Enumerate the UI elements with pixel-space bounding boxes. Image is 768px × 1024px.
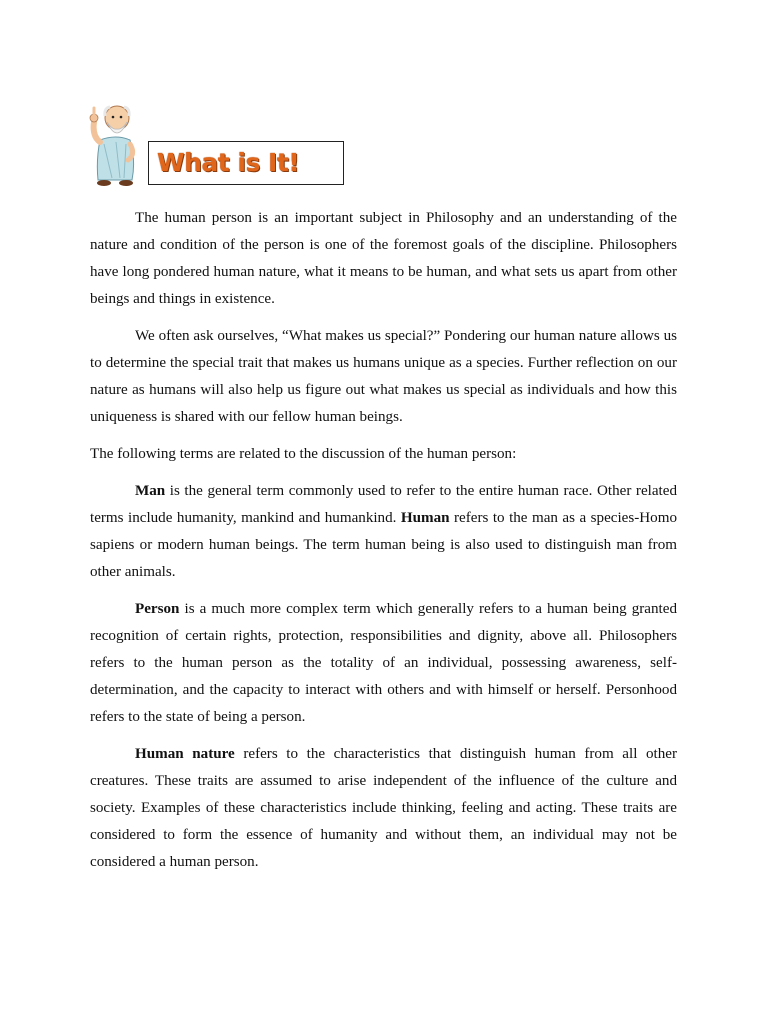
title-box bbox=[148, 141, 344, 185]
human-definition: refers to the man as a species-Homo sapiens or modern human beings. The term human being is also used to distinguish man from other animals. bbox=[90, 510, 677, 580]
term-human: Human bbox=[400, 510, 450, 526]
term-human-nature: Human nature bbox=[135, 746, 235, 762]
person-definition: is a much more complex term which generally refers to a human being granted recognition of certain rights, protection, responsibilities and dignity, above all. Philosophers refers to the human person as the totality of an individual, possessing awareness, self-determination, and the capacity to interact with others and with himself or herself. Personhood refers to the state of being a person. bbox=[90, 601, 677, 725]
paragraph-human-nature bbox=[90, 741, 677, 876]
paragraph-man bbox=[90, 478, 677, 586]
section-header bbox=[86, 100, 356, 190]
term-person: Person bbox=[135, 601, 180, 617]
paragraph-person bbox=[90, 596, 677, 731]
paragraph-intro: The human person is an important subject in Philosophy and an understanding of the nature and condition of the person is one of the foremost goals of the discipline. Philosophers have long pondered human nature, what it means to be human, and what sets us apart from other beings and things in existence. bbox=[90, 210, 677, 307]
philosopher-mascot-icon bbox=[86, 100, 148, 190]
man-definition: is the general term commonly used to refer to the entire human race. Other related terms include humanity, mankind and humankind. bbox=[90, 483, 677, 526]
paragraph-terms-lead: The following terms are related to the discussion of the human person: bbox=[90, 446, 517, 462]
section-title: What is It! bbox=[157, 148, 300, 177]
human-nature-definition: refers to the characteristics that distinguish human from all other creatures. These traits are assumed to arise independent of the influence of the culture and society. Examples of these characteristics include thinking, feeling and acting. These traits are considered to form the essence of humanity and without them, an individual may not be considered a human person. bbox=[90, 746, 677, 870]
document-body bbox=[90, 205, 677, 886]
term-man: Man bbox=[135, 483, 166, 499]
paragraph-special: We often ask ourselves, “What makes us special?” Pondering our human nature allows us to determine the special trait that makes us humans unique as a species. Further reflection on our nature as humans will also help us figure out what makes us special as individuals and how this uniqueness is shared with our fellow human beings. bbox=[90, 328, 677, 425]
